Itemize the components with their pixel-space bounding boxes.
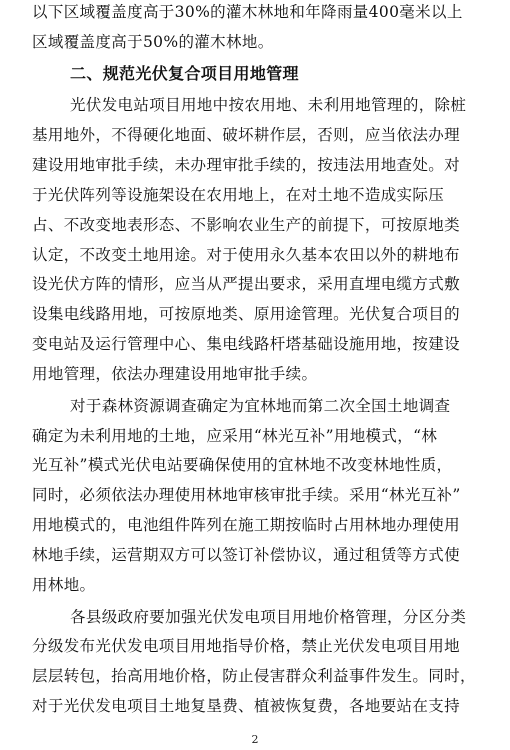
- text-line-14: 对于森林资源调查确定为宜林地而第二次全国土地调查: [70, 397, 451, 415]
- text-line-5: 基用地外，不得硬化地面、破坏耕作层，否则，应当依法办理: [32, 126, 460, 144]
- text-line-24: 对于光伏发电项目土地复垦费、植被恢复费，各地要站在支持: [32, 697, 460, 715]
- text-line-6: 建设用地审批手续，未办理审批手续的，按违法用地查处。对: [32, 156, 460, 174]
- text-line-17: 同时，必须依法办理使用林地审核审批手续。采用“林光互补”: [32, 486, 461, 504]
- text-line-15: 确定为未利用地的土地，应采用“林光互补”用地模式，“林: [32, 427, 438, 445]
- page-number: 2: [251, 733, 259, 746]
- text-line-10: 设光伏方阵的情形，应当从严提出要求，采用直埋电缆方式敷: [32, 275, 460, 293]
- text-line-7: 于光伏阵列等设施架设在农用地上，在对土地不造成实际压: [32, 186, 445, 204]
- text-line-23: 层层转包，抬高用地价格，防止侵害群众利益事件发生。同时，: [32, 667, 476, 685]
- text-line-1: 以下区域覆盖度高于30%的灌木林地和年降雨量400毫米以上: [32, 3, 463, 21]
- text-line-21: 各县级政府要加强光伏发电项目用地价格管理，分区分类: [70, 608, 467, 626]
- text-line-20: 用林地。: [32, 576, 96, 594]
- text-line-19: 林地手续，运营期双方可以签订补偿协议，通过租赁等方式使: [32, 546, 460, 564]
- text-line-13: 用地管理，依法办理建设用地审批手续。: [32, 365, 318, 383]
- text-line-18: 用地模式的，电池组件阵列在施工期按临时占用林地办理使用: [32, 516, 460, 534]
- text-line-9: 认定，不改变土地用途。对于使用永久基本农田以外的耕地布: [32, 246, 460, 264]
- text-line-2: 区域覆盖度高于50%的灌木林地。: [32, 33, 274, 51]
- text-line-16: 光互补”模式光伏电站要确保使用的宜林地不改变林地性质，: [32, 456, 453, 474]
- section-heading: 二、规范光伏复合项目用地管理: [70, 64, 299, 83]
- text-line-8: 占、不改变地表形态、不影响农业生产的前提下，可按原地类: [32, 216, 460, 234]
- text-line-11: 设集电线路用地，可按原地类、原用途管理。光伏复合项目的: [32, 305, 460, 323]
- text-line-12: 变电站及运行管理中心、集电线路杆塔基础设施用地，按建设: [32, 335, 460, 353]
- text-line-4: 光伏发电站项目用地中按农用地、未利用地管理的，除桩: [70, 96, 467, 114]
- text-line-22: 分级发布光伏发电项目用地指导价格，禁止光伏发电项目用地: [32, 637, 460, 655]
